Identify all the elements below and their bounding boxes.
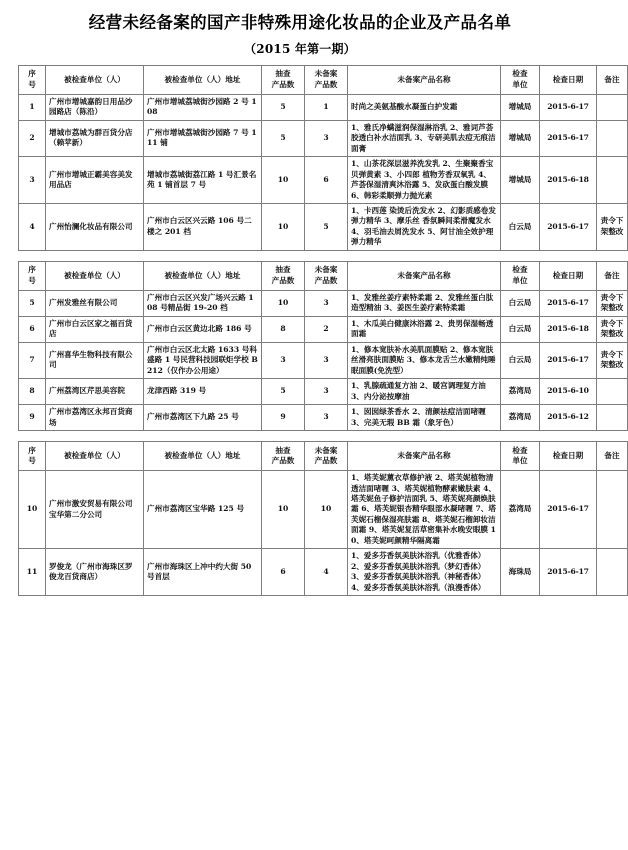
table-row: [19, 342, 628, 378]
table-row: [19, 379, 628, 405]
table-row: [19, 471, 628, 549]
cell-inspect-date: 2015-6-10: [540, 379, 597, 405]
cell-address: 广州市白云区黄边北路 186 号: [144, 316, 262, 342]
cell-index: 10: [19, 471, 46, 549]
cell-unfiled-count: 6: [305, 157, 348, 204]
cell-unfiled-count: 10: [305, 471, 348, 549]
column-header-sampled-count: 抽查 产品数: [262, 65, 305, 94]
column-header-unit: 被检查单位（人）: [46, 442, 144, 471]
column-header-note: 备注: [597, 442, 628, 471]
cell-address: 广州市增城荔城街沙园路 7 号 111 铺: [144, 120, 262, 156]
cell-note: [597, 157, 628, 204]
cell-inspect-org: 增城局: [501, 120, 540, 156]
cell-inspect-date: 2015-6-17: [540, 94, 597, 120]
column-header-inspect-org: 检查 单位: [501, 65, 540, 94]
cell-unit: 广州市荔湾区永邦百货商场: [46, 405, 144, 431]
column-header-inspect-date: 检查日期: [540, 65, 597, 94]
column-header-address: 被检查单位（人）地址: [144, 261, 262, 290]
cell-address: 广州市白云区兴云路 106 号二楼之 201 档: [144, 204, 262, 251]
cell-unit: 广州喜华生物科技有限公司: [46, 342, 144, 378]
cell-inspect-org: 白云局: [501, 342, 540, 378]
table-row: [19, 290, 628, 316]
table-row: [19, 157, 628, 204]
cell-product-names: 1、修本宽肤补水美肌面膜贴 2、修本宽肤丝滑亮肤面膜贴 3、修本龙舌兰水嫩精纯睡眠面膜(免洗型）: [348, 342, 501, 378]
cell-unit: 罗俊龙（广州市海珠区罗俊龙百货商店）: [46, 549, 144, 596]
cell-product-names: 1、发雅丝姜疗素特柔霜 2、发雅丝蛋白肽造型精油 3、姜医生姜疗素特柔霜: [348, 290, 501, 316]
table-header-row: [19, 442, 628, 471]
cell-index: 2: [19, 120, 46, 156]
cell-unit: 广州市增城嘉韵日用品沙园路店（陈沿）: [46, 94, 144, 120]
cell-address: 增城市荔城街荔江路 1 号汇景名苑 1 铺首层 7 号: [144, 157, 262, 204]
cell-sampled-count: 3: [262, 342, 305, 378]
cell-inspect-org: 荔湾局: [501, 379, 540, 405]
table-header-row: [19, 261, 628, 290]
cell-unit: 广州市激安贸易有限公司宝华第二分公司: [46, 471, 144, 549]
cell-address: 广州市荔湾区宝华路 125 号: [144, 471, 262, 549]
cell-product-names: 1、山茶花深层滋养洗发乳 2、生聚聚香宝贝弹黄素 3、小四郎 植物芳香双氧乳 4、芦荟保湿清爽沐浴露 5、发砍蛋白酸发膜 6、韩彩柔顺弹力抛光素: [348, 157, 501, 204]
column-header-address: 被检查单位（人）地址: [144, 442, 262, 471]
cell-unfiled-count: 2: [305, 316, 348, 342]
cell-product-names: 时尚之美氨基酸水凝蛋白护发霜: [348, 94, 501, 120]
cell-inspect-org: 白云局: [501, 204, 540, 251]
cell-address: 广州市增城荔城街沙园路 2 号 108: [144, 94, 262, 120]
cell-inspect-date: 2015-6-17: [540, 342, 597, 378]
column-header-inspect-date: 检查日期: [540, 261, 597, 290]
table-row: [19, 549, 628, 596]
column-header-product-names: 未备案产品名称: [348, 65, 501, 94]
cell-product-names: 1、塔芙妮薰衣草修护液 2、塔芙妮植物清透洁面啫喱 3、塔芙妮植物酵素嫩肤素 4、塔芙妮鱼子修护洁面乳 5、塔芙妮亮颜焕肤霜 6、塔芙妮银杏精华眼部水凝啫喱 7、塔芙妮石榴保湿亮肤霜 8、塔芙妮石榴卸妆洁面霜 9、塔芙妮复活草密集补水晚安眼膜 10、塔芙妮呵颜精华隔离霜: [348, 471, 501, 549]
cell-note: 责令下架整改: [597, 316, 628, 342]
cell-inspect-date: 2015-6-17: [540, 120, 597, 156]
cell-inspect-date: 2015-6-12: [540, 405, 597, 431]
cell-index: 3: [19, 157, 46, 204]
cell-inspect-org: 海珠局: [501, 549, 540, 596]
inspection-table: [18, 65, 628, 251]
page-title: 经营未经备案的国产非特殊用途化妆品的企业及产品名单: [88, 13, 512, 32]
cell-unit: 广州市白云区家之福百货店: [46, 316, 144, 342]
cell-address: 广州市白云区北太路 1633 号科盛路 1 号民营科技园联炬学校 B212（仅作办公用途）: [144, 342, 262, 378]
cell-product-names: 1、雅氏净螨滋润保湿淋浴乳 2、雅词芦荟胶透白补水洁面乳 3、专研美肌去痘无痕洁面膏: [348, 120, 501, 156]
cell-index: 1: [19, 94, 46, 120]
cell-unfiled-count: 3: [305, 405, 348, 431]
column-header-product-names: 未备案产品名称: [348, 261, 501, 290]
cell-inspect-date: 2015-6-17: [540, 204, 597, 251]
cell-sampled-count: 6: [262, 549, 305, 596]
cell-note: 责令下架整改: [597, 342, 628, 378]
cell-index: 5: [19, 290, 46, 316]
column-header-index: 序 号: [19, 261, 46, 290]
cell-address: 广州市白云区兴发广场兴云路 108 号精品街 19-20 档: [144, 290, 262, 316]
cell-sampled-count: 9: [262, 405, 305, 431]
cell-unit: 广州怡澜化妆品有限公司: [46, 204, 144, 251]
cell-unit: 增城市荔城为群百货分店（赖苹新）: [46, 120, 144, 156]
cell-note: [597, 379, 628, 405]
cell-index: 6: [19, 316, 46, 342]
column-header-unfiled-count: 未备案 产品数: [305, 65, 348, 94]
column-header-unit: 被检查单位（人）: [46, 261, 144, 290]
cell-index: 11: [19, 549, 46, 596]
column-header-index: 序 号: [19, 442, 46, 471]
cell-unfiled-count: 5: [305, 204, 348, 251]
table-row: [19, 405, 628, 431]
cell-note: 责令下架整改: [597, 204, 628, 251]
table-row: [19, 94, 628, 120]
cell-note: [597, 549, 628, 596]
cell-sampled-count: 10: [262, 290, 305, 316]
cell-note: [597, 94, 628, 120]
column-header-note: 备注: [597, 261, 628, 290]
column-header-inspect-org: 检查 单位: [501, 442, 540, 471]
cell-product-names: 1、爱多芬香氛美肤沐浴乳（优雅香体）2、爱多芬香氛美肤沐浴乳（梦幻香体）3、爱多芬香氛美肤沐浴乳（神秘香体）4、爱多芬香氛美肤沐浴乳（浪漫香体）: [348, 549, 501, 596]
cell-index: 7: [19, 342, 46, 378]
cell-sampled-count: 5: [262, 120, 305, 156]
cell-inspect-org: 荔湾局: [501, 405, 540, 431]
cell-unfiled-count: 3: [305, 290, 348, 316]
cell-address: 广州市海珠区上冲中约大街 50 号首层: [144, 549, 262, 596]
cell-inspect-date: 2015-6-18: [540, 316, 597, 342]
column-header-unit: 被检查单位（人）: [46, 65, 144, 94]
cell-inspect-org: 增城局: [501, 94, 540, 120]
cell-unit: 广州发雅丝有限公司: [46, 290, 144, 316]
cell-index: 9: [19, 405, 46, 431]
cell-product-names: 1、木瓜美白健康沐浴露 2、贵男保湿畅透面霜: [348, 316, 501, 342]
cell-address: 广州市荔湾区下九路 25 号: [144, 405, 262, 431]
column-header-unfiled-count: 未备案 产品数: [305, 261, 348, 290]
cell-sampled-count: 8: [262, 316, 305, 342]
cell-inspect-org: 增城局: [501, 157, 540, 204]
cell-note: [597, 471, 628, 549]
tables-container: [18, 65, 624, 596]
column-header-address: 被检查单位（人）地址: [144, 65, 262, 94]
table-header-row: [19, 65, 628, 94]
cell-inspect-date: 2015-6-18: [540, 157, 597, 204]
cell-unfiled-count: 4: [305, 549, 348, 596]
table-row: [19, 120, 628, 156]
page-subtitle: （2015 年第一期）: [244, 41, 356, 56]
table-row: [19, 204, 628, 251]
table-row: [19, 316, 628, 342]
cell-inspect-org: 白云局: [501, 316, 540, 342]
cell-unfiled-count: 3: [305, 120, 348, 156]
cell-inspect-date: 2015-6-17: [540, 471, 597, 549]
column-header-inspect-date: 检查日期: [540, 442, 597, 471]
cell-inspect-date: 2015-6-17: [540, 549, 597, 596]
cell-product-names: 1、卡西莲 染烫后洗发水 2、幻影质感卷发弹力精华 3、摩乐丝 香氛瞬间柔滑魔发水 4、羽毛油去屑洗发水 5、阿甘油全效护理弹力精华: [348, 204, 501, 251]
cell-index: 8: [19, 379, 46, 405]
cell-product-names: 1、乳腺疏通复方油 2、暖宫调理复方油 3、内分泌按摩油: [348, 379, 501, 405]
cell-address: 龙津西路 319 号: [144, 379, 262, 405]
cell-sampled-count: 5: [262, 379, 305, 405]
column-header-sampled-count: 抽查 产品数: [262, 442, 305, 471]
cell-unfiled-count: 3: [305, 379, 348, 405]
cell-note: 责令下架整改: [597, 290, 628, 316]
cell-inspect-org: 白云局: [501, 290, 540, 316]
column-header-inspect-org: 检查 单位: [501, 261, 540, 290]
column-header-sampled-count: 抽查 产品数: [262, 261, 305, 290]
cell-index: 4: [19, 204, 46, 251]
cell-note: [597, 405, 628, 431]
column-header-product-names: 未备案产品名称: [348, 442, 501, 471]
cell-unit: 广州荔湾区芹思美容院: [46, 379, 144, 405]
cell-unit: 广州市增城正霸美容美发用品店: [46, 157, 144, 204]
cell-inspect-org: 荔湾局: [501, 471, 540, 549]
column-header-note: 备注: [597, 65, 628, 94]
cell-sampled-count: 5: [262, 94, 305, 120]
cell-inspect-date: 2015-6-17: [540, 290, 597, 316]
cell-unfiled-count: 1: [305, 94, 348, 120]
cell-sampled-count: 10: [262, 157, 305, 204]
cell-unfiled-count: 3: [305, 342, 348, 378]
cell-sampled-count: 10: [262, 204, 305, 251]
inspection-table: [18, 441, 628, 596]
cell-sampled-count: 10: [262, 471, 305, 549]
column-header-index: 序 号: [19, 65, 46, 94]
inspection-table: [18, 261, 628, 431]
column-header-unfiled-count: 未备案 产品数: [305, 442, 348, 471]
cell-product-names: 1、囡囡绿茶香水 2、清颜祛痘洁面啫喱 3、完美无瑕 BB 霜（象牙色）: [348, 405, 501, 431]
cell-note: [597, 120, 628, 156]
